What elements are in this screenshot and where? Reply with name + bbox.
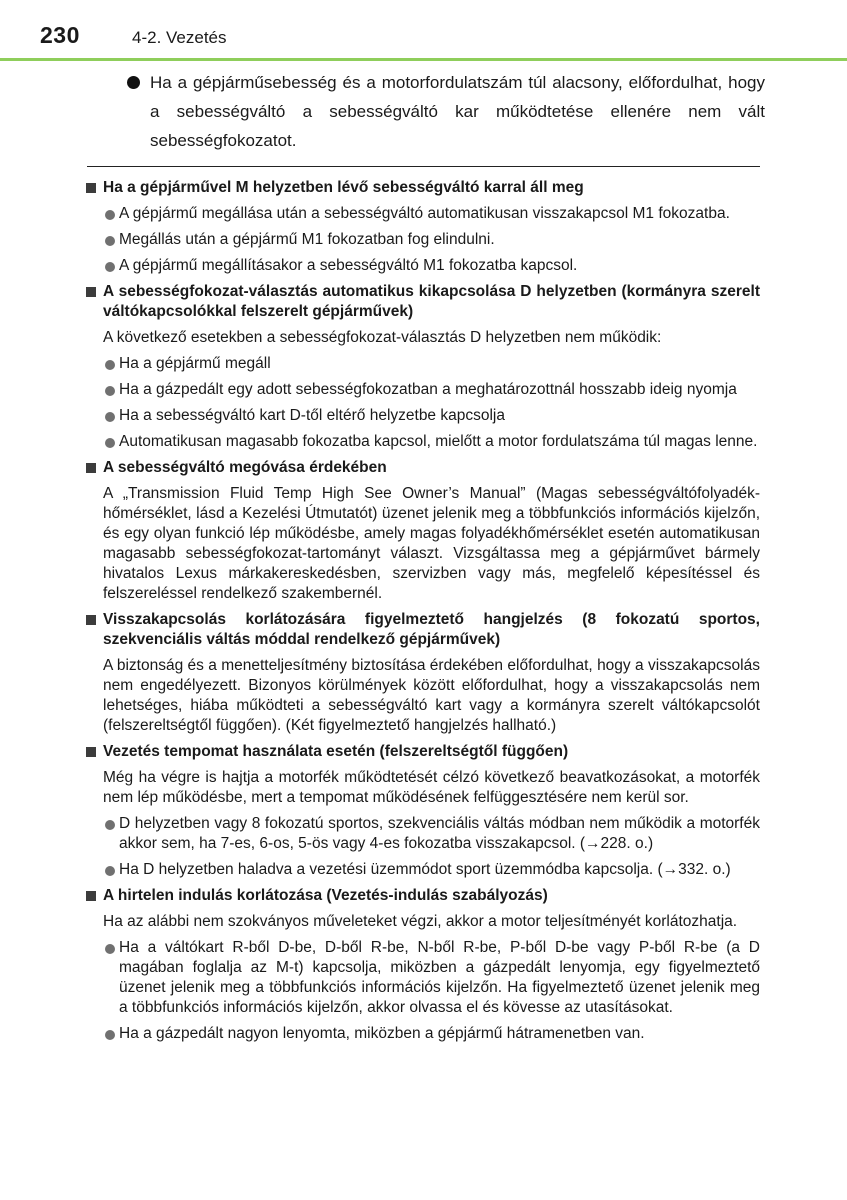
- bullet-item: [85, 938, 760, 1018]
- bullet-icon: [105, 262, 115, 272]
- section-heading: [85, 458, 760, 478]
- bullet-text: A gépjármű megállításakor a sebességváltó M1 fokozatba kapcsol.: [119, 257, 578, 274]
- note-section: [85, 886, 760, 1044]
- section-paragraph: A „Transmission Fluid Temp High See Owner’s Manual” (Magas sebességváltófolyadék-hőmérséklet, lásd a Kezelési Útmutatót) üzenet jelenik meg a többfunkciós információs kijelzőn, és egy olyan funkció lép működésbe, amely magas folyadékhőmérséklet esetén automatikusan magasabb sebességfokozat-tartományt választ. Vizsgáltassa meg a gépjárművet bármely hivatalos Lexus márkakereskedésben, szervizben vagy más, megfelelő képesítéssel és felszereléssel rendelkező szakembernél.: [103, 485, 760, 602]
- intro-bullet: [125, 68, 765, 155]
- bullet-text: Ha a sebességváltó kart D-től eltérő helyzetbe kapcsolja: [119, 407, 505, 424]
- section-heading: [85, 282, 760, 322]
- square-bullet-icon: [86, 891, 96, 901]
- bullet-text: Ha a gázpedált nagyon lenyomta, miközben a gépjármű hátramenetben van.: [119, 1025, 645, 1042]
- note-section: [85, 282, 760, 452]
- square-bullet-icon: [86, 463, 96, 473]
- bullet-text: Ha D helyzetben haladva a vezetési üzemmódot sport üzemmódba kapcsolja. (→332. o.): [119, 861, 731, 878]
- note-section: [85, 742, 760, 880]
- bullet-icon: [105, 210, 115, 220]
- section-divider: [87, 166, 760, 167]
- header-rule: [0, 58, 847, 61]
- bullet-icon: [105, 438, 115, 448]
- note-section: [85, 178, 760, 276]
- square-bullet-icon: [86, 287, 96, 297]
- square-bullet-icon: [86, 615, 96, 625]
- bullet-icon: [105, 412, 115, 422]
- section-heading-text: A hirtelen indulás korlátozása (Vezetés-indulás szabályozás): [103, 887, 548, 904]
- note-section: [85, 610, 760, 736]
- bullet-icon: [105, 866, 115, 876]
- section-heading: [85, 178, 760, 198]
- square-bullet-icon: [86, 183, 96, 193]
- bullet-item: [85, 406, 760, 426]
- bullet-text: D helyzetben vagy 8 fokozatú sportos, szekvenciális váltás módban nem működik a motorfék akkor sem, ha 7-es, 6-os, 5-ös vagy 4-es fokozatba visszakapcsol. (→228. o.): [119, 815, 760, 852]
- page-number: 230: [40, 22, 80, 48]
- section-heading-text: A sebességváltó megóvása érdekében: [103, 459, 387, 476]
- bullet-icon: [127, 76, 140, 89]
- bullet-item: [85, 256, 760, 276]
- bullet-item: [85, 432, 760, 452]
- bullet-item: [85, 1024, 760, 1044]
- section-heading-text: Ha a gépjárművel M helyzetben lévő sebességváltó karral áll meg: [103, 179, 584, 196]
- section-paragraph: Még ha végre is hajtja a motorfék működtetését célzó következő beavatkozásokat, a motorfék nem lép működésbe, mert a tempomat működésének felfüggesztésére nem kerül sor.: [103, 769, 760, 806]
- bullet-icon: [105, 360, 115, 370]
- bullet-text: A gépjármű megállása után a sebességváltó automatikusan visszakapcsol M1 fokozatba.: [119, 205, 730, 222]
- page-header: [0, 0, 847, 62]
- notes-content: [85, 178, 760, 1050]
- section-paragraph: A biztonság és a menetteljesítmény biztosítása érdekében előfordulhat, hogy a visszakapcsolás nem engedélyezett. Bizonyos körülmények között előfordulhat, hogy a visszakapcsolás nem lehetséges, hiába működteti a sebességváltó kart vagy a kormányra szerelt váltókapcsolót (felszereltségtől függően). (Két figyelmeztető hangjelzés hallható.): [103, 657, 760, 734]
- bullet-icon: [105, 236, 115, 246]
- note-section: [85, 458, 760, 604]
- bullet-item: [85, 380, 760, 400]
- bullet-icon: [105, 820, 115, 830]
- bullet-text: Automatikusan magasabb fokozatba kapcsol, mielőtt a motor fordulatszáma túl magas lenne.: [119, 433, 758, 450]
- section-heading-text: Visszakapcsolás korlátozására figyelmeztető hangjelzés (8 fokozatú sportos, szekvenciális váltás móddal rendelkező gépjárművek): [103, 611, 760, 648]
- bullet-text: Ha a gépjármű megáll: [119, 355, 271, 372]
- section-heading-text: Vezetés tempomat használata esetén (felszereltségtől függően): [103, 743, 569, 760]
- section-heading: [85, 742, 760, 762]
- section-heading: [85, 886, 760, 906]
- section-heading: [85, 610, 760, 650]
- bullet-text: Ha a gázpedált egy adott sebességfokozatban a meghatározottnál hosszabb ideig nyomja: [119, 381, 737, 398]
- section-paragraph: A következő esetekben a sebességfokozat-választás D helyzetben nem működik:: [103, 329, 662, 346]
- bullet-text: Megállás után a gépjármű M1 fokozatban fog elindulni.: [119, 231, 495, 248]
- bullet-icon: [105, 386, 115, 396]
- bullet-item: [85, 204, 760, 224]
- bullet-text: Ha a váltókart R-ből D-be, D-ből R-be, N-ből R-be, P-ből D-be vagy P-ből R-be (a D magában foglalja az M-t) kapcsolja, miközben a gázpedált lenyomja, egy figyelmeztető üzenet jelenik meg a többfunkciós információs kijelzőn. Ha figyelmeztető üzenet jelenik meg a többfunkciós információs kijelzőn, akkor olvassa el és kövesse az utasításokat.: [119, 939, 760, 1016]
- section-paragraph: Ha az alábbi nem szokványos műveleteket végzi, akkor a motor teljesítményét korlátozhatja.: [103, 913, 738, 930]
- bullet-item: [85, 860, 760, 880]
- intro-text: Ha a gépjárműsebesség és a motorfordulatszám túl alacsony, előfordulhat, hogy a sebességváltó a sebességváltó kar működtetése ellenére nem vált sebességfokozatot.: [150, 73, 765, 150]
- square-bullet-icon: [86, 747, 96, 757]
- section-heading-text: A sebességfokozat-választás automatikus kikapcsolása D helyzetben (kormányra szerelt váltókapcsolókkal felszerelt gépjárművek): [103, 283, 760, 320]
- section-title: 4-2. Vezetés: [132, 28, 227, 47]
- bullet-icon: [105, 1030, 115, 1040]
- bullet-icon: [105, 944, 115, 954]
- bullet-item: [85, 814, 760, 854]
- bullet-item: [85, 354, 760, 374]
- bullet-item: [85, 230, 760, 250]
